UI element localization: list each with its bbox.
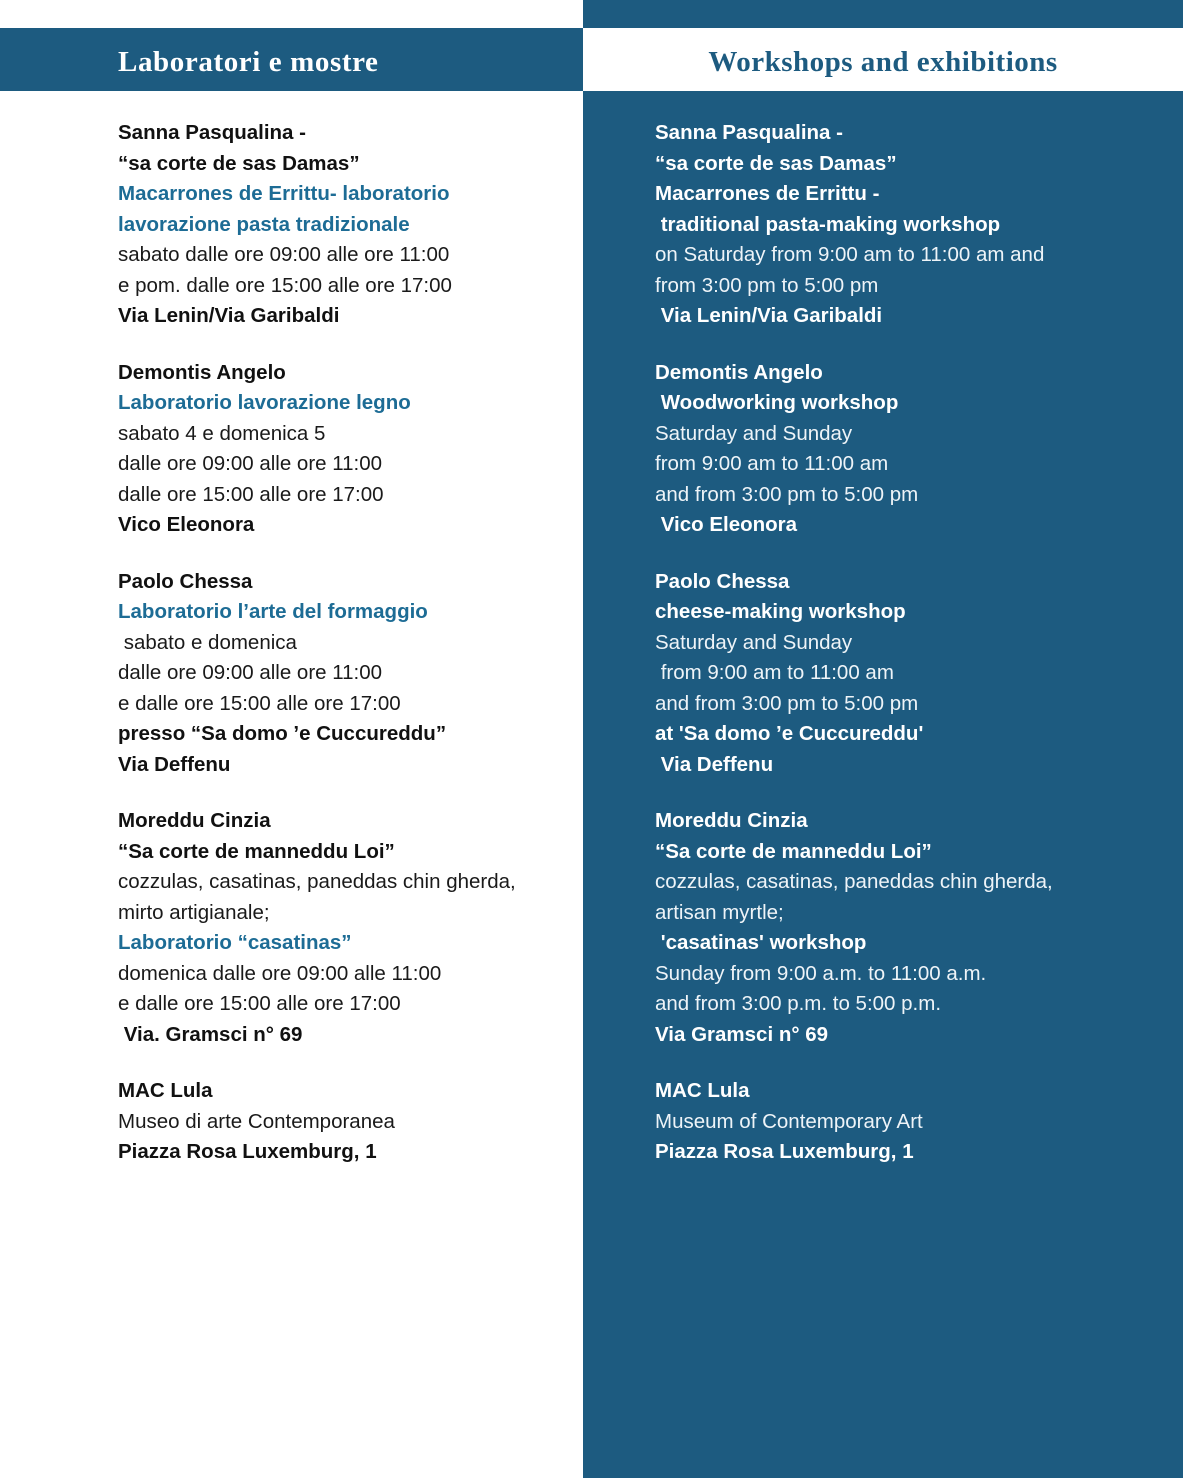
listing-line: dalle ore 09:00 alle ore 11:00 <box>118 452 383 475</box>
listing-line: sabato e domenica <box>118 630 297 654</box>
listing-line: Piazza Rosa Luxemburg, 1 <box>118 1140 377 1163</box>
listing-line: cozzulas, casatinas, paneddas chin gherda, <box>655 870 1053 893</box>
listing-entry <box>118 118 568 332</box>
listing-line: Moreddu Cinzia <box>118 809 271 832</box>
listing-line: cozzulas, casatinas, paneddas chin gherda, <box>118 870 516 893</box>
listing-line: mirto artigianale; <box>118 900 270 924</box>
listing-line: from 9:00 am to 11:00 am <box>655 452 889 475</box>
listing-line: and from 3:00 pm to 5:00 pm <box>655 482 919 506</box>
listing-line: sabato 4 e domenica 5 <box>118 421 326 445</box>
listing-line: Piazza Rosa Luxemburg, 1 <box>655 1140 914 1163</box>
listing-line: e pom. dalle ore 15:00 alle ore 17:00 <box>118 273 452 297</box>
right-column-heading: Workshops and exhibitions <box>708 46 1058 78</box>
listing-entry <box>118 567 568 781</box>
listing-line: Via. Gramsci n° 69 <box>118 1022 303 1046</box>
listing-line: Laboratorio l’arte del formaggio <box>118 600 428 623</box>
listing-line: Via Lenin/Via Garibaldi <box>118 304 340 327</box>
listing-line: Via Deffenu <box>118 752 231 776</box>
listing-line: Saturday and Sunday <box>655 421 853 445</box>
listing-line: Macarrones de Errittu - <box>655 182 880 205</box>
listing-line: Paolo Chessa <box>118 569 253 593</box>
listing-line: Museo di arte Contemporanea <box>118 1109 395 1133</box>
listing-line: Via Gramsci n° 69 <box>655 1022 829 1046</box>
right-column <box>655 118 1155 1194</box>
left-column-heading: Laboratori e mostre <box>118 46 379 78</box>
listing-line: artisan myrtle; <box>655 900 784 924</box>
listing-entry <box>118 358 568 541</box>
listing-line: MAC Lula <box>118 1079 213 1102</box>
listing-line: lavorazione pasta tradizionale <box>118 212 410 236</box>
listing-line: Demontis Angelo <box>655 360 823 384</box>
listing-line: Macarrones de Errittu- laboratorio <box>118 182 450 205</box>
listing-line: e dalle ore 15:00 alle ore 17:00 <box>118 691 401 715</box>
listing-line: Sanna Pasqualina - <box>118 121 306 144</box>
listing-line: and from 3:00 pm to 5:00 pm <box>655 691 919 715</box>
listing-line: Vico Eleonora <box>655 513 798 536</box>
listing-line: traditional pasta-making workshop <box>655 212 1001 236</box>
listing-entry <box>655 358 1155 541</box>
listing-entry <box>655 118 1155 332</box>
listing-line: from 3:00 pm to 5:00 pm <box>655 273 879 297</box>
listing-line: cheese-making workshop <box>655 600 906 623</box>
listing-line: Laboratorio “casatinas” <box>118 931 352 954</box>
listing-line: at 'Sa domo ’e Cuccureddu' <box>655 722 924 745</box>
listing-line: Vico Eleonora <box>118 513 255 536</box>
listing-line: and from 3:00 p.m. to 5:00 p.m. <box>655 992 942 1015</box>
listing-entry <box>118 1076 568 1168</box>
listing-line: dalle ore 15:00 alle ore 17:00 <box>118 482 384 506</box>
listing-line: Demontis Angelo <box>118 360 286 384</box>
listing-line: 'casatinas' workshop <box>655 931 867 954</box>
listing-line: “sa corte de sas Damas” <box>655 151 897 175</box>
listing-line: Via Lenin/Via Garibaldi <box>655 304 883 327</box>
listing-line: “Sa corte de manneddu Loi” <box>655 839 932 863</box>
listing-entry <box>655 806 1155 1050</box>
listing-line: on Saturday from 9:00 am to 11:00 am and <box>655 243 1045 266</box>
listing-line: e dalle ore 15:00 alle ore 17:00 <box>118 992 401 1015</box>
listing-line: Woodworking workshop <box>655 391 899 414</box>
listing-line: Via Deffenu <box>655 752 774 776</box>
listing-entry <box>655 1076 1155 1168</box>
listing-line: Museum of Contemporary Art <box>655 1109 923 1133</box>
listing-entry <box>655 567 1155 781</box>
listing-line: domenica dalle ore 09:00 alle 11:00 <box>118 961 442 985</box>
listing-line: Paolo Chessa <box>655 569 790 593</box>
listing-entry <box>118 806 568 1050</box>
listing-line: “sa corte de sas Damas” <box>118 151 360 175</box>
listing-line: sabato dalle ore 09:00 alle ore 11:00 <box>118 243 450 266</box>
listing-line: dalle ore 09:00 alle ore 11:00 <box>118 661 383 684</box>
listing-line: Sanna Pasqualina - <box>655 121 843 144</box>
listing-line: from 9:00 am to 11:00 am <box>655 661 894 684</box>
listing-line: Saturday and Sunday <box>655 630 853 654</box>
listing-line: Laboratorio lavorazione legno <box>118 391 411 414</box>
listing-line: MAC Lula <box>655 1079 750 1102</box>
listing-line: Sunday from 9:00 a.m. to 11:00 a.m. <box>655 961 987 985</box>
listing-line: presso “Sa domo ’e Cuccureddu” <box>118 722 447 745</box>
listing-line: Moreddu Cinzia <box>655 809 808 832</box>
left-column <box>118 118 568 1194</box>
listing-line: “Sa corte de manneddu Loi” <box>118 839 395 863</box>
